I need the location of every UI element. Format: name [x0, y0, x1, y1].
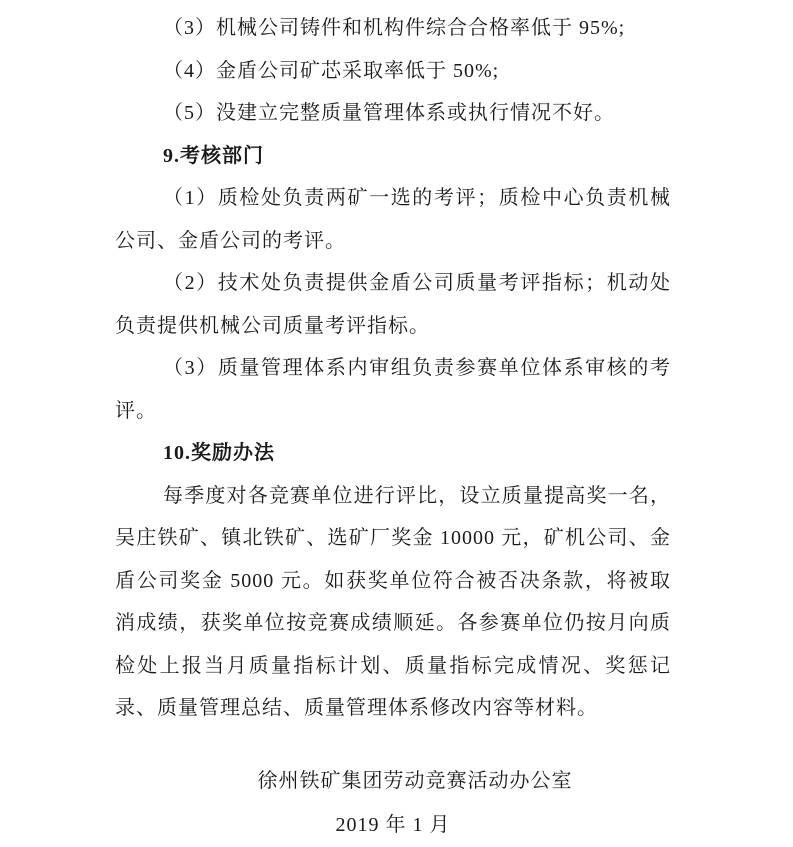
paragraph-9-2: （2）技术处负责提供金盾公司质量考评指标；机动处负责提供机械公司质量考评指标。	[115, 272, 671, 337]
paragraph-10-body: 每季度对各竞赛单位进行评比，设立质量提高奖一名，吴庄铁矿、镇北铁矿、选矿厂奖金 10000 元，矿机公司、金盾公司奖金 5000 元。如获奖单位符合被否决条款，将被取消成绩，获奖单位按竞赛成绩顺延。各参赛单位仍按月向质检处上报当月质量指标计划、质量指标完成情况、奖惩记录、质量管理总结、质量管理体系修改内容等材料。	[115, 484, 671, 719]
section-heading-9: 9.考核部门	[163, 144, 264, 167]
signature-line: 徐州铁矿集团劳动竞赛活动办公室	[257, 769, 573, 792]
paragraph-9-3: （3）质量管理体系内审组负责参赛单位体系审核的考评。	[115, 357, 671, 422]
clause-item-3: （3）机械公司铸件和机构件综合合格率低于 95%;	[163, 17, 626, 39]
clause-item-5: （5）没建立完整质量管理体系或执行情况不好。	[163, 102, 615, 124]
paragraph-9-1: （1）质检处负责两矿一选的考评；质检中心负责机械公司、金盾公司的考评。	[115, 187, 671, 252]
section-heading-10: 10.奖励办法	[163, 442, 275, 464]
clause-item-4: （4）金盾公司矿芯采取率低于 50%;	[163, 59, 500, 82]
date-line: 2019 年 1 月	[335, 814, 451, 836]
